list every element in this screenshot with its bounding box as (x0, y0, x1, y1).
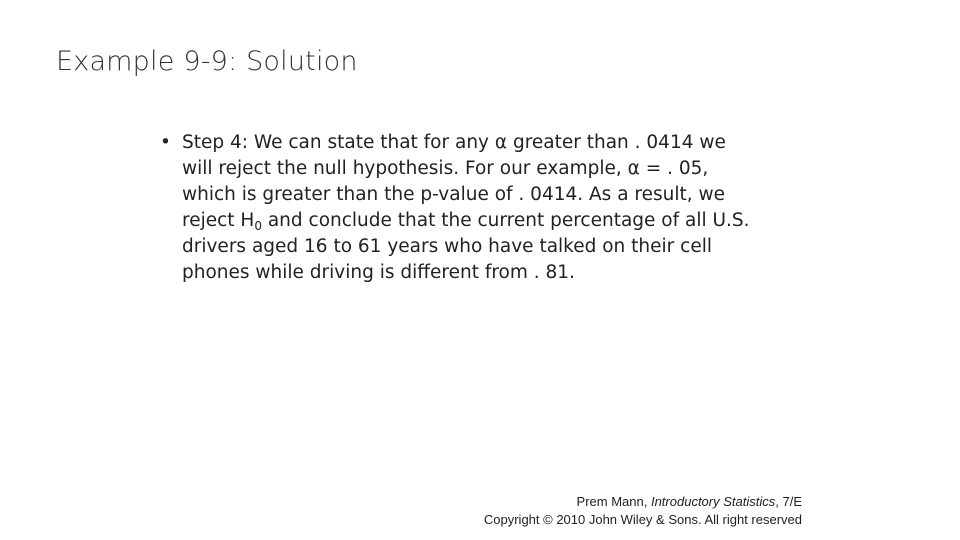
footer-credit (484, 493, 802, 529)
bullet-line-3: which is greater than the p-value of . 0414. As a result, we (182, 184, 726, 205)
footer-edition: , 7/E (775, 494, 802, 509)
slide-title: Example 9-9: Solution (56, 46, 358, 77)
footer-author: Prem Mann, (576, 494, 651, 509)
subscript-zero: 0 (254, 219, 262, 233)
bullet-line-4-start: reject H (182, 210, 255, 231)
bullet-marker: • (160, 132, 171, 153)
bullet-text (182, 130, 800, 286)
bullet-line-5: drivers aged 16 to 61 years who have talked on their cell (182, 236, 712, 257)
footer-book-line (484, 493, 802, 511)
bullet-line-2: will reject the null hypothesis. For our example, α = . 05, (182, 158, 709, 179)
footer-book-title: Introductory Statistics (650, 494, 776, 509)
bullet-line-6: phones while driving is different from . 81. (182, 262, 575, 283)
bullet-block (160, 130, 800, 286)
bullet-line-1: Step 4: We can state that for any α greater than . 0414 we (182, 132, 726, 153)
bullet-line-4-end: and conclude that the current percentage of all U.S. (261, 210, 750, 231)
bullet-line-4 (182, 208, 800, 234)
footer-copyright: Copyright © 2010 John Wiley & Sons. All right reserved (483, 512, 802, 527)
